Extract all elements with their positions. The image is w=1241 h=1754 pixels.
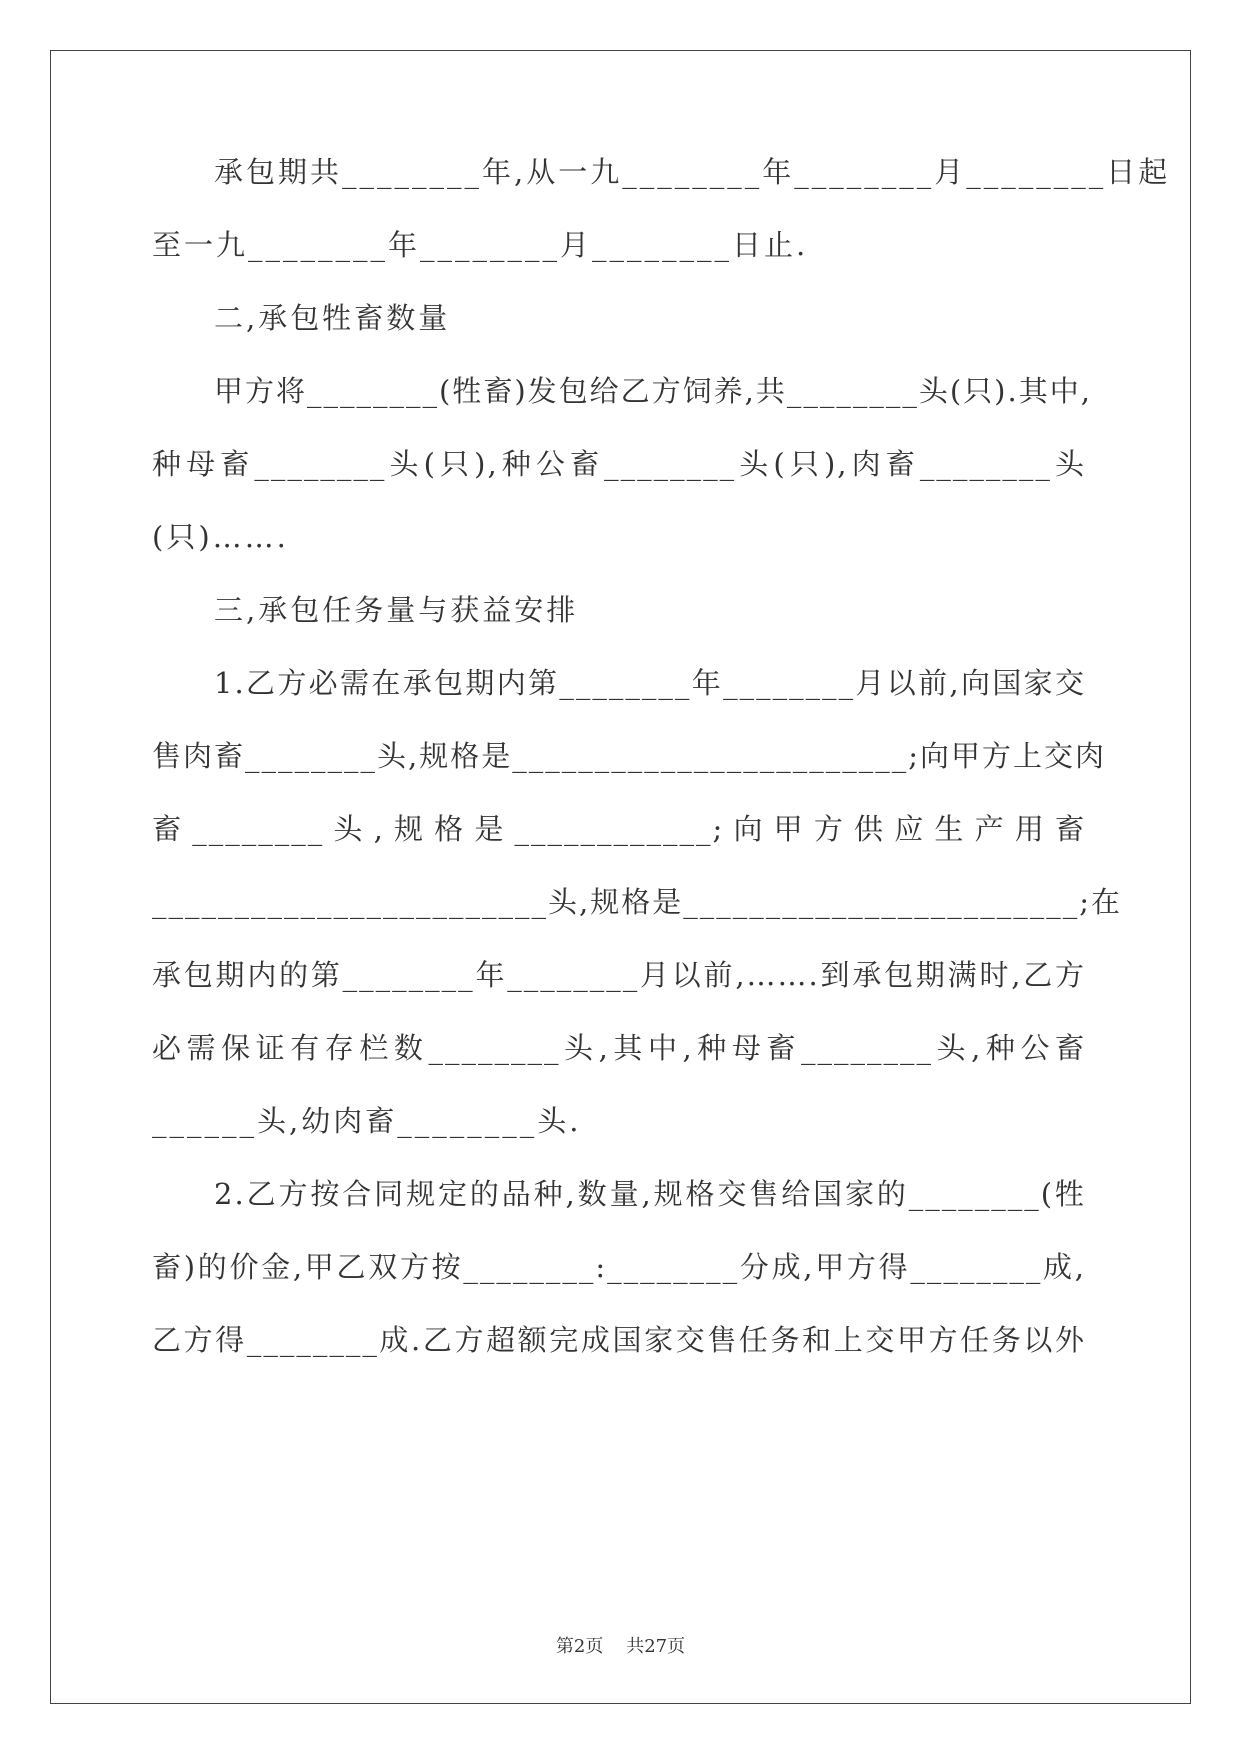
text-line: 承包期共________年,从一九________年________月________日起 bbox=[214, 155, 1171, 189]
text-line: 种母畜________头(只),种公畜________头(只),肉畜________头 bbox=[152, 447, 1086, 481]
page-number-footer: 第2页 共27页 bbox=[555, 1636, 686, 1657]
text-line: 乙方得________成.乙方超额完成国家交售任务和上交甲方任务以外 bbox=[152, 1323, 1086, 1357]
text-line: ______头,幼肉畜________头. bbox=[152, 1104, 582, 1138]
section-heading: 二,承包牲畜数量 bbox=[214, 301, 451, 335]
text-line: 1.乙方必需在承包期内第________年________月以前,向国家交 bbox=[214, 666, 1086, 700]
text-line: 畜________头,规格是____________;向甲方供应生产用畜 bbox=[152, 812, 1086, 846]
text-line: 2.乙方按合同规定的品种,数量,规格交售给国家的________(牲 bbox=[214, 1177, 1086, 1211]
section-heading: 三,承包任务量与获益安排 bbox=[214, 593, 579, 627]
text-line: 售肉畜________头,规格是________________________;向甲方上交肉 bbox=[152, 739, 1106, 773]
text-line: (只)……. bbox=[152, 520, 289, 554]
text-line: 畜)的价金,甲乙双方按________:________分成,甲方得________成, bbox=[152, 1250, 1086, 1284]
text-line: 承包期内的第________年________月以前,…….到承包期满时,乙方 bbox=[152, 958, 1086, 992]
text-line: 必需保证有存栏数________头,其中,种母畜________头,种公畜 bbox=[152, 1031, 1086, 1065]
text-line: ________________________头,规格是________________________;在 bbox=[152, 885, 1122, 919]
text-line: 至一九________年________月________日止. bbox=[152, 228, 809, 262]
text-line: 甲方将________(牲畜)发包给乙方饲养,共________头(只).其中, bbox=[214, 374, 1092, 408]
